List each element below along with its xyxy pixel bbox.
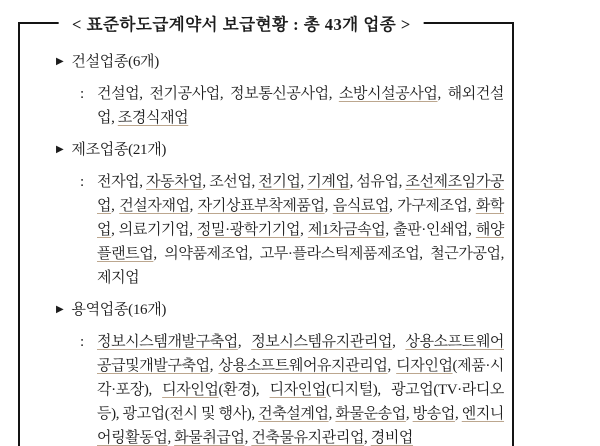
industry-item-underlined: 상용소프트웨어유지관리업 bbox=[218, 358, 388, 374]
industry-sections bbox=[40, 50, 504, 446]
page-title: < 표준하도급계약서 보급현황 : 총 43개 업종 > bbox=[59, 11, 424, 35]
industry-item-underlined: 엔지니어링활동업 bbox=[97, 406, 505, 446]
industry-item-underlined: 음식료업 bbox=[332, 198, 390, 214]
industry-item-underlined: 정보시스템유지관리업 bbox=[251, 334, 393, 350]
industry-item-list: 전자업, 자동차업, 조선업, 전기업, 기계업, 섬유업, 조선제조임가공업, 건설자재업, 자기상표부착제품업, 음식료업, 가구제조업, 화학업, 의료기기업, 정밀·광학기기업, 제1차금속업, 출판·인쇄업, 해양플랜트업, 의약품제조업, 고무·플라스틱제품제조업, 철근가공업, 제지업 bbox=[97, 174, 505, 286]
industry-item-underlined: 화학업 bbox=[97, 198, 504, 238]
industry-item-underlined: 상용소프트웨어공급및개발구축업 bbox=[97, 334, 505, 374]
industry-item-list: 정보시스템개발구축업, 정보시스템유지관리업, 상용소프트웨어공급및개발구축업, 상용소프트웨어유지관리업, 디자인업(제품·시각·포장), 디자인업(환경), 디자인업(디지털), 광고업(TV·라디오 등), 광고업(전시 및 행사), 건축설계업, 화물운송업, 방송업, 엔지니어링활동업, 화물취급업, 건축물유지관리업, 경비업 bbox=[97, 334, 505, 446]
industry-item-underlined: 화물운송업 bbox=[335, 406, 406, 422]
industry-item-underlined: 방송업 bbox=[412, 406, 455, 422]
industry-item: 전자업 bbox=[97, 174, 140, 190]
industry-item: 광고업(전시 및 행사) bbox=[122, 406, 252, 422]
colon-mark: : bbox=[80, 334, 85, 350]
industry-item: 광고업(TV·라디오 등) bbox=[97, 382, 505, 422]
industry-item: 의료기기업 bbox=[118, 222, 190, 238]
industry-item-underlined: 건축설계업 bbox=[258, 406, 329, 422]
triangle-bullet-icon: ▶ bbox=[56, 144, 64, 155]
industry-item: 건설업 bbox=[97, 86, 140, 102]
industry-item-underlined: 전기업 bbox=[258, 174, 301, 190]
industry-item-underlined: 해양플랜트업 bbox=[97, 222, 505, 262]
colon-mark: : bbox=[80, 86, 85, 102]
industry-item: 조선업 bbox=[209, 174, 252, 190]
industry-item: 가구제조업 bbox=[397, 198, 468, 214]
industry-item-underlined: 자기상표부착제품업 bbox=[197, 198, 325, 214]
triangle-bullet-icon: ▶ bbox=[56, 56, 64, 67]
triangle-bullet-icon: ▶ bbox=[56, 304, 64, 315]
industry-item-underlined: 자동차업 bbox=[146, 174, 203, 190]
industry-item-underlined: 디자인업 bbox=[162, 382, 219, 398]
industry-item: 제지업 bbox=[97, 270, 140, 286]
industry-item-underlined: 디자인업 bbox=[396, 358, 453, 374]
industry-item: 고무·플라스틱제품제조업 bbox=[259, 246, 420, 262]
industry-item-underlined: 조선제조임가공업 bbox=[97, 174, 505, 214]
industry-item-underlined: 디자인업 bbox=[269, 382, 326, 398]
section-items-row bbox=[80, 82, 504, 130]
industry-status-box bbox=[18, 14, 514, 446]
industry-item: 의약품제조업 bbox=[164, 246, 249, 262]
section-items-row bbox=[80, 330, 504, 446]
industry-item: 철근가공업 bbox=[430, 246, 501, 262]
industry-section bbox=[40, 298, 504, 446]
industry-item-underlined: 정보시스템개발구축업 bbox=[97, 334, 238, 350]
section-heading-label: 용역업종(16개) bbox=[71, 302, 167, 318]
industry-item-underlined: 건설자재업 bbox=[119, 198, 190, 214]
industry-item-underlined: 기계업 bbox=[307, 174, 350, 190]
industry-item: 출판·인쇄업 bbox=[393, 222, 469, 238]
industry-item: 전기공사업 bbox=[149, 86, 220, 102]
industry-section bbox=[40, 138, 504, 290]
industry-item: 정보통신공사업 bbox=[230, 86, 329, 102]
colon-mark: : bbox=[80, 174, 85, 190]
industry-item: 섬유업 bbox=[356, 174, 399, 190]
industry-item: 해외건설업 bbox=[97, 86, 505, 126]
industry-section bbox=[40, 50, 504, 130]
section-items-row bbox=[80, 170, 504, 290]
industry-item-underlined: 화물취급업 bbox=[174, 430, 245, 446]
industry-item-underlined: 정밀·광학기기업 bbox=[196, 222, 301, 238]
industry-item-underlined: 건축물유지관리업 bbox=[251, 430, 365, 446]
industry-item-underlined: 제1차금속업 bbox=[307, 222, 386, 238]
section-heading bbox=[56, 298, 504, 322]
section-heading-label: 건설업종(6개) bbox=[71, 54, 159, 70]
industry-item-underlined: 조경식재업 bbox=[117, 110, 189, 126]
industry-item-list: 건설업, 전기공사업, 정보통신공사업, 소방시설공사업, 해외건설업, 조경식재업 bbox=[97, 86, 505, 126]
section-heading bbox=[56, 138, 504, 162]
section-heading-label: 제조업종(21개) bbox=[71, 142, 167, 158]
section-heading bbox=[56, 50, 504, 74]
industry-item-underlined: 경비업 bbox=[370, 430, 414, 446]
industry-item-underlined: 소방시설공사업 bbox=[338, 86, 438, 102]
